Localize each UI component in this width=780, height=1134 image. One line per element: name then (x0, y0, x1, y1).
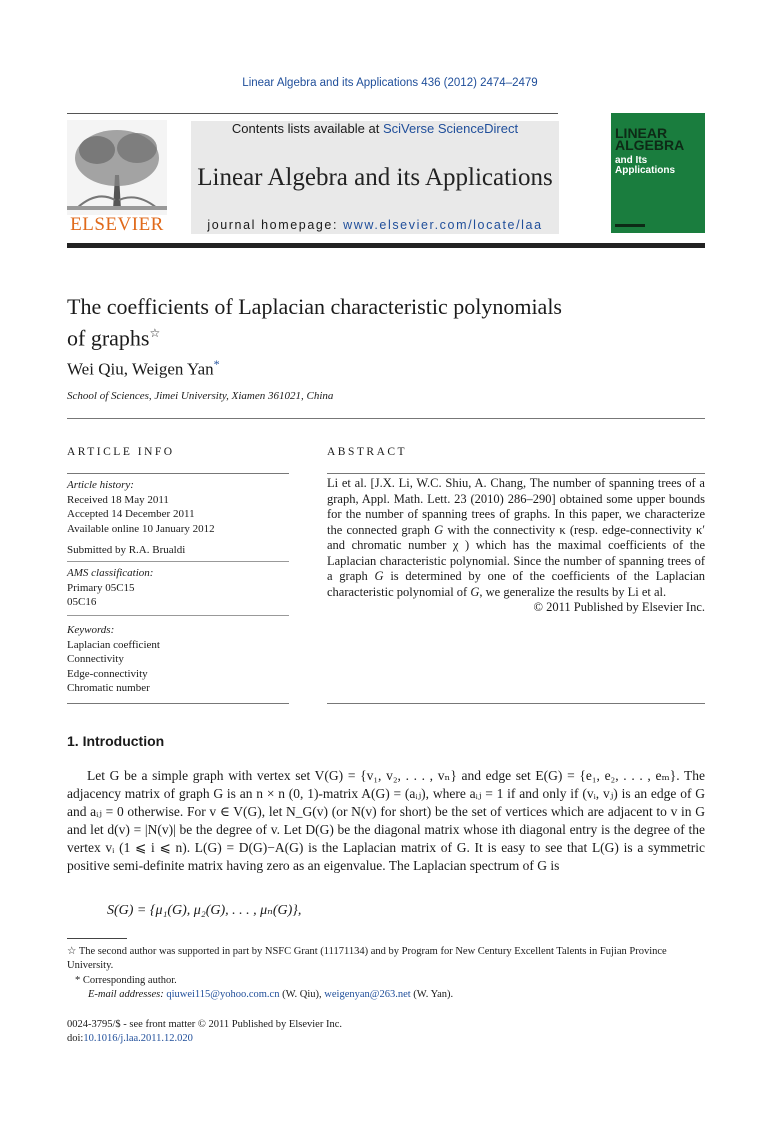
copyright-line: © 2011 Published by Elsevier Inc. (533, 600, 705, 614)
funding-footnote: ☆ The second author was supported in part by NSFC Grant (11171134) and by Program for New Century Excellent Talents in Fujian Province University. (67, 946, 667, 971)
article-history (67, 478, 289, 536)
contents-line (191, 121, 559, 136)
cover-title (615, 127, 684, 151)
ams-primary: Primary 05C15 (67, 581, 135, 594)
homepage-prefix: journal homepage: (207, 218, 344, 232)
keywords (67, 623, 289, 696)
ams-secondary: 05C16 (67, 596, 97, 608)
email-link-yan[interactable]: weigenyan@263.net (324, 989, 411, 1000)
cover-line3: and Its (615, 155, 648, 166)
publisher-wordmark: ELSEVIER (70, 214, 164, 235)
journal-cover (611, 113, 705, 233)
author-names: Wei Qiu, Weigen Yan (67, 359, 214, 379)
journal-name: Linear Algebra and its Applications (197, 164, 553, 191)
abstract-part-d: , we generalize the results by Li et al. (479, 584, 667, 599)
abstract-part-a: Li et al. [J.X. Li, W.C. Shiu, A. Chang, The number of spanning trees of a graph, Appl. Math. Lett. 23 (2010) 286–290] obtained some upper bounds for the number of spanning trees of graphs. In this paper, we characterize the connected graph (327, 476, 705, 537)
title-line2-wrap (67, 320, 562, 351)
received-date: Received 18 May 2011 (67, 493, 169, 506)
author-footnote-mark[interactable]: * (213, 357, 220, 371)
journal-banner (191, 121, 559, 234)
cover-line1: LINEAR (615, 125, 668, 141)
email-name-qiu: (W. Qiu), (279, 989, 325, 1000)
abstract-part-c: is determined by one of the coefficients of the Laplacian characteristic polynomial of (327, 569, 705, 599)
keyword-item: Chromatic number (67, 682, 150, 694)
keyword-item: Laplacian coefficient (67, 638, 160, 651)
email-footnote (88, 988, 726, 1002)
doi-link[interactable]: 10.1016/j.laa.2011.12.020 (83, 1033, 193, 1044)
email-label: E-mail addresses: (88, 989, 164, 1000)
affiliation: School of Sciences, Jimei University, Xiamen 361021, China (67, 390, 334, 402)
cover-bar (615, 224, 645, 227)
history-label: Article history: (67, 479, 134, 491)
cover-line4: Applications (615, 165, 676, 176)
top-rule (67, 113, 558, 114)
abstract-part-b: with the connectivity κ (resp. edge-connectivity κ′ and chromatic number χ ) which has the maximal coefficients of the Laplacian characteristic polynomial. Since the number of spanning trees of a graph (327, 522, 705, 583)
ams-label: AMS classification: (67, 567, 154, 579)
footnote-rule (67, 938, 127, 939)
corresponding-footnote: * Corresponding author. (75, 975, 177, 986)
title-line1: The coefficients of Laplacian characteristic polynomials (67, 294, 562, 319)
abstract-rule (327, 473, 705, 474)
section-heading-introduction: 1. Introduction (67, 733, 165, 749)
elsevier-logo (67, 120, 167, 234)
ams-classification (67, 566, 289, 610)
info-sep-2 (67, 615, 289, 616)
cover-line2: ALGEBRA (615, 137, 685, 153)
title-line2: of graphs (67, 325, 150, 351)
doi-label: doi: (67, 1033, 84, 1044)
math-g: G (470, 584, 480, 599)
banner-thick-rule (67, 243, 705, 248)
online-date: Available online 10 January 2012 (67, 522, 215, 535)
issn-line: 0024-3795/$ - see front matter © 2011 Published by Elsevier Inc. (67, 1019, 342, 1030)
spectrum-equation: S(G) = {μ₁(G), μ₂(G), . . . , μₙ(G)}, (107, 903, 302, 918)
header-rule (67, 418, 705, 419)
email-link-qiu[interactable]: qiuwei115@yohoo.com.cn (166, 989, 280, 1000)
info-bottom-rule (67, 703, 289, 704)
abstract-heading: ABSTRACT (327, 446, 408, 458)
title-footnote-mark[interactable]: ☆ (149, 326, 161, 340)
cover-subtitle (615, 156, 675, 176)
authors (67, 357, 220, 380)
email-name-yan: (W. Yan). (410, 989, 454, 1000)
abstract-text (327, 476, 705, 616)
doi-line (67, 1032, 705, 1046)
homepage-line (191, 218, 559, 232)
journal-reference[interactable]: Linear Algebra and its Applications 436 (2012) 2474–2479 (242, 77, 538, 89)
info-sep-1 (67, 561, 289, 562)
submitted-by: Submitted by R.A. Brualdi (67, 544, 186, 556)
article-info-heading: ARTICLE INFO (67, 446, 175, 458)
keyword-item: Edge-connectivity (67, 667, 148, 680)
keyword-item: Connectivity (67, 653, 124, 665)
math-g: G (434, 522, 444, 537)
keywords-label: Keywords: (67, 624, 115, 636)
article-info-rule (67, 473, 289, 474)
abstract-bottom-rule (327, 703, 705, 704)
homepage-link[interactable]: www.elsevier.com/locate/laa (343, 218, 543, 232)
contents-prefix: Contents lists available at (231, 121, 383, 136)
math-g: G (374, 569, 384, 583)
accepted-date: Accepted 14 December 2011 (67, 508, 195, 520)
intro-paragraph: Let G be a simple graph with vertex set V(G) = {v₁, v₂, . . . , vₙ} and edge set E(G) = {e₁, e₂, . . . , eₘ}. The adjacency matrix of graph G is an n × n (0, 1)-matrix A(G) = (aᵢⱼ), where aᵢⱼ = 1 if and only if (vᵢ, vⱼ) is an edge of G and aᵢⱼ = 0 otherwise. For v ∈ V(G), let N_G(v) (or N(v) for short) be the set of vertices which are adjacent to v in G and let d(v) = |N(v)| be the degree of v. Let D(G) be the diagonal matrix whose ith diagonal entry is the degree of the vertex vᵢ (1 ⩽ i ⩽ n). L(G) = D(G)−A(G) is the Laplacian matrix of G. It is easy to see that L(G) is a symmetric positive semi-definite matrix having zero as an eigenvalue. The Laplacian spectrum of G is (67, 768, 705, 873)
sciencedirect-link[interactable]: SciVerse ScienceDirect (382, 121, 519, 136)
article-title (67, 293, 562, 351)
